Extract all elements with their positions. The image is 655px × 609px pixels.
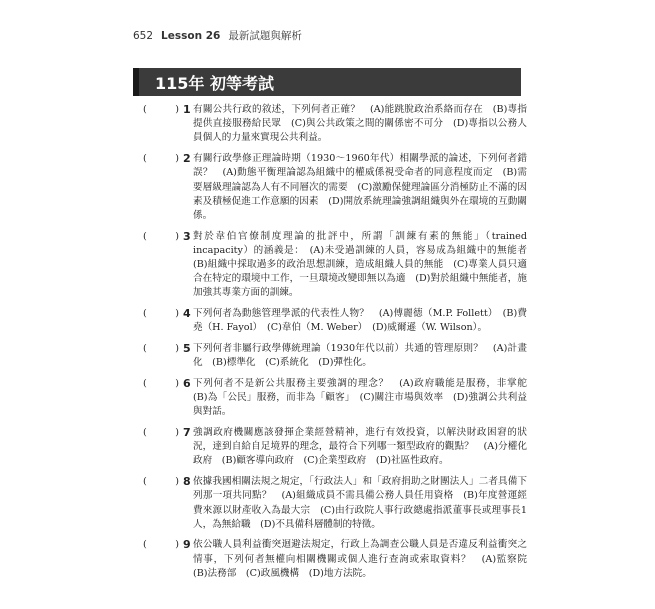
- lesson-label: Lesson 26: [161, 30, 221, 42]
- question-8: [143, 475, 527, 532]
- question-text: 下列何者非屬行政學傳統理論（1930年代以前）共通的管理原則？ (A)計畫化 (B)標準化 (C)系統化 (D)彈性化。: [193, 343, 527, 369]
- answer-blank: ( ): [143, 230, 179, 242]
- question-list: [143, 103, 537, 588]
- question-number: 1: [183, 103, 191, 116]
- question-number: 8: [183, 475, 191, 489]
- question-text: 下列何者為動態管理學派的代表性人物？ (A)傅麗德（M.P. Follett） (B)費堯（H. Fayol） (C)韋伯（M. Weber） (D)威爾遜（W. Wilson）。: [193, 308, 527, 334]
- answer-blank: ( ): [143, 308, 179, 320]
- question-text: 依公職人員利益衝突迴避法規定，行政上為調查公職人員是否違反利益衝突之情事，下列何者無權向相關機關或個人進行查詢或索取資料？ (A)監察院 (B)法務部 (C)政風機構 (D)地方法院。: [193, 539, 537, 579]
- question-text: 強調政府機關應該發揮企業經營精神，進行有效投資，以解決財政困窘的狀況，達到自給自足境界的理念，最符合下列哪一類型政府的觀點？ (A)分權化政府 (B)顧客導向政府 (C)企業型政府 (D)社區性政府。: [193, 427, 527, 467]
- page-header: [133, 28, 302, 43]
- answer-blank: ( ): [143, 104, 179, 115]
- lesson-subtitle: 最新試題與解析: [228, 30, 302, 42]
- answer-blank: ( ): [143, 153, 179, 165]
- exam-title: 115年 初等考試: [155, 73, 274, 93]
- answer-blank: ( ): [143, 539, 179, 551]
- question-number: 6: [183, 376, 191, 390]
- question-number: 5: [183, 342, 191, 356]
- answer-blank: ( ): [143, 377, 179, 389]
- question-text: 下列何者不是新公共服務主要強調的理念？ (A)政府職能是服務，非掌舵 (B)為「公民」服務，而非為「顧客」 (C)關注市場與效率 (D)強調公共利益與對話。: [193, 377, 537, 418]
- question-4: [143, 307, 527, 335]
- question-text: 依據我國相關法規之規定，「行政法人」和「政府捐助之財團法人」二者具備下列那一項共同點？ (A)組織成員不需具備公務人員任用資格 (B)年度營運經費來源以財產收入為最大宗 (C)由行政院人事行政總處指派董事長或理事長1人，為無給職 (D)不具備科層體制的特徵。: [193, 476, 527, 530]
- question-5: [143, 342, 527, 370]
- question-text: 對於韋伯官僚制度理論的批評中，所謂「訓練有素的無能」（trained incapacity）的涵義是： (A)未受過訓練的人員，容易成為組織中的無能者 (B)組織中採取過多的政治思想訓練，造成組織人員的無能 (C)專業人員只適合在特定的環境中工作，一旦環境改變即無以為適 (D)對於組織中無能者，施加強其專業方面的訓練。: [193, 230, 537, 299]
- question-2: [143, 152, 527, 223]
- question-number: 9: [183, 538, 191, 552]
- question-9: [143, 538, 537, 581]
- question-3: [143, 229, 537, 301]
- question-number: 3: [183, 229, 191, 243]
- question-number: 7: [183, 426, 191, 440]
- exam-title-banner: [133, 68, 521, 96]
- question-number: 4: [183, 307, 191, 321]
- answer-blank: ( ): [143, 476, 179, 488]
- question-text: 有關公共行政的敘述，下列何者正確？ (A)能跳脫政治系絡而存在 (B)專指提供直接服務給民眾 (C)與公共政策之間的關係密不可分 (D)專指以公務人員個人的力量來實現公共利益。: [193, 104, 527, 144]
- answer-blank: ( ): [143, 427, 179, 439]
- question-number: 2: [183, 152, 191, 166]
- answer-blank: ( ): [143, 343, 179, 355]
- page-number: 652: [133, 30, 154, 42]
- question-1: [143, 103, 527, 146]
- question-7: [143, 426, 527, 469]
- question-text: 有關行政學修正理論時期（1930～1960年代）相關學派的論述，下列何者錯誤？ (A)動態平衡理論認為組織中的權威係視受命者的同意程度而定 (B)需要層級理論認為人有不同層次的需要 (C)激勵保健理論區分消極防止不滿的因素及積極促進工作意願的因素 (D)開放系統理論強調組織與外在環境的互動關係。: [193, 153, 527, 221]
- question-6: [143, 376, 537, 420]
